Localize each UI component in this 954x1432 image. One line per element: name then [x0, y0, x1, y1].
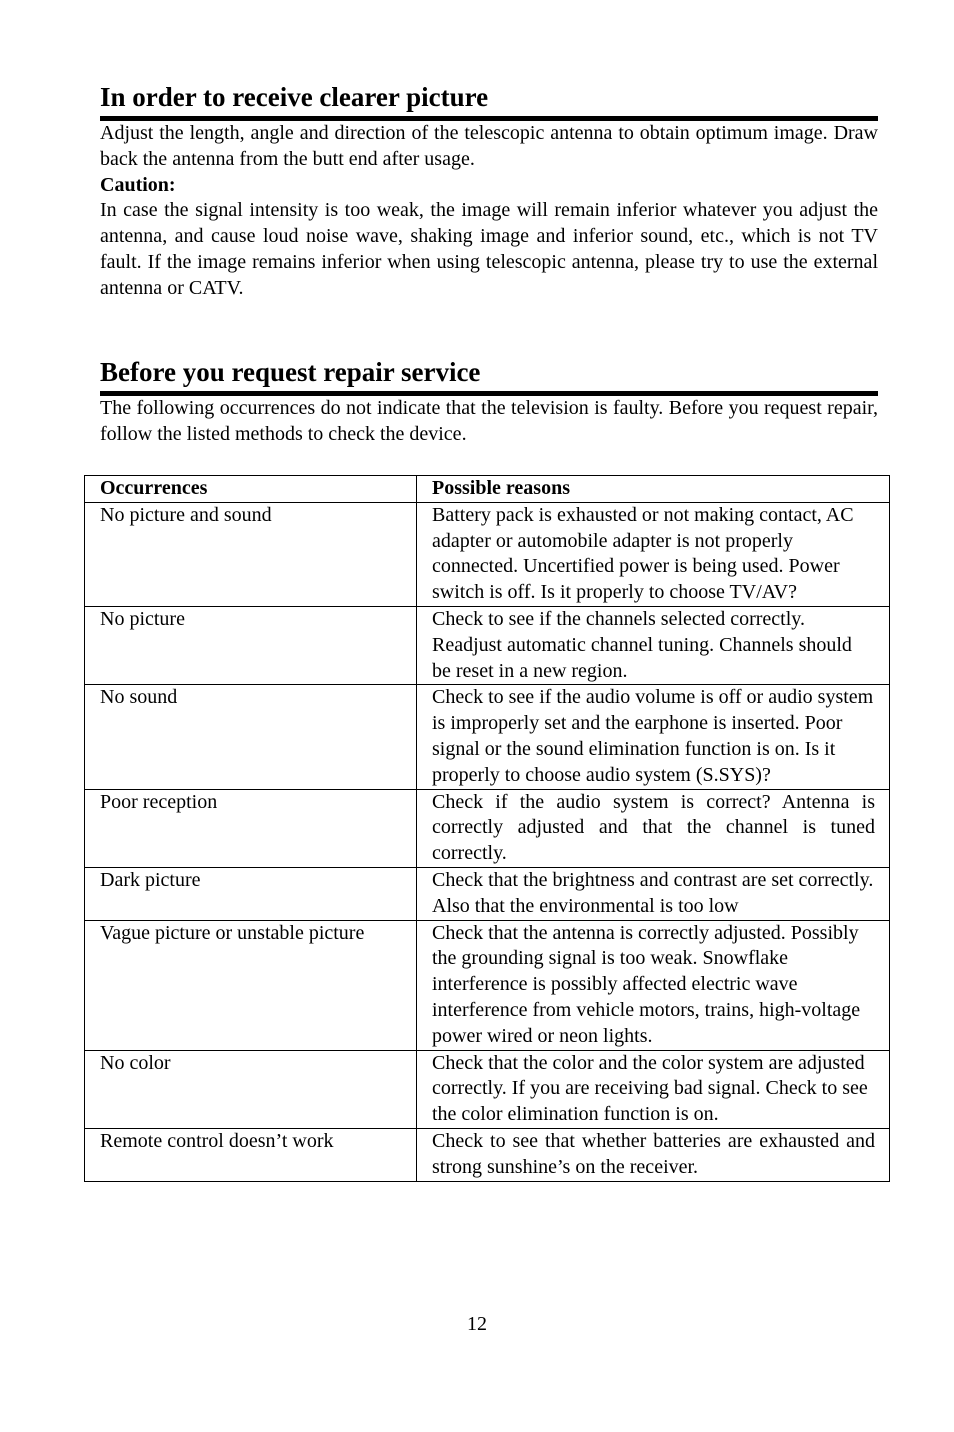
reason-cell: Check that the antenna is correctly adjusted. Possibly the grounding signal is too weak. Snowflake interference is possibly affected electric wave interference from vehicle motors, trains, high-voltage power wired or neon lights. [417, 920, 890, 1050]
table-row [85, 867, 890, 920]
section-title: Before you request repair service [100, 355, 878, 396]
table-row [85, 1050, 890, 1128]
table-row [85, 920, 890, 1050]
section-repair-service [100, 355, 878, 448]
reason-cell: Check to see if the channels selected correctly. Readjust automatic channel tuning. Channels should be reset in a new region. [417, 606, 890, 684]
reason-cell: Check that the brightness and contrast are set correctly. Also that the environmental is too low [417, 867, 890, 920]
caution-paragraph: In case the signal intensity is too weak, the image will remain inferior whatever you adjust the antenna, and cause loud noise wave, shaking image and inferior sound, etc., which is not TV fault. If the image remains inferior when using telescopic antenna, please try to use the external antenna or CATV. [100, 199, 878, 299]
reason-cell: Check that the color and the color system are adjusted correctly. If you are receiving bad signal. Check to see the color elimination function is on. [417, 1050, 890, 1128]
occurrence-cell: Remote control doesn’t work [85, 1128, 417, 1181]
reason-cell: Check if the audio system is correct? Antenna is correctly adjusted and that the channel is tuned correctly. [417, 789, 890, 867]
table-row [85, 1128, 890, 1181]
page-number: 12 [467, 1313, 487, 1335]
table-row [85, 502, 890, 606]
occurrence-cell: No picture and sound [85, 502, 417, 606]
occurrence-cell: No color [85, 1050, 417, 1128]
table-row [85, 685, 890, 789]
troubleshooting-table [84, 475, 890, 1182]
reason-cell: Check to see if the audio volume is off or audio system is improperly set and the earphone is inserted. Poor signal or the sound elimination function is on. Is it properly to choose audio system (S.SYS)? [417, 685, 890, 789]
antenna-paragraph: Adjust the length, angle and direction of the telescopic antenna to obtain optimum image. Draw back the antenna from the butt end after usage. [100, 122, 878, 170]
occurrence-cell: No sound [85, 685, 417, 789]
table-header-row [85, 476, 890, 503]
section-clearer-picture [100, 80, 878, 302]
occurrence-cell: Dark picture [85, 867, 417, 920]
occurrence-cell: Vague picture or unstable picture [85, 920, 417, 1050]
table-row [85, 606, 890, 684]
occurrence-cell: Poor reception [85, 789, 417, 867]
repair-intro-paragraph: The following occurrences do not indicate that the television is faulty. Before you request repair, follow the listed methods to check the device. [100, 397, 878, 445]
caution-label: Caution: [100, 173, 176, 196]
section-title: In order to receive clearer picture [100, 80, 878, 121]
table-row [85, 789, 890, 867]
reason-cell: Battery pack is exhausted or not making contact, AC adapter or automobile adapter is not properly connected. Uncertified power is being used. Power switch is off. Is it properly to choose TV/AV? [417, 502, 890, 606]
occurrence-cell: No picture [85, 606, 417, 684]
header-possible-reasons: Possible reasons [417, 476, 890, 503]
reason-cell: Check to see that whether batteries are exhausted and strong sunshine’s on the receiver. [417, 1128, 890, 1181]
header-occurrences: Occurrences [85, 476, 417, 503]
